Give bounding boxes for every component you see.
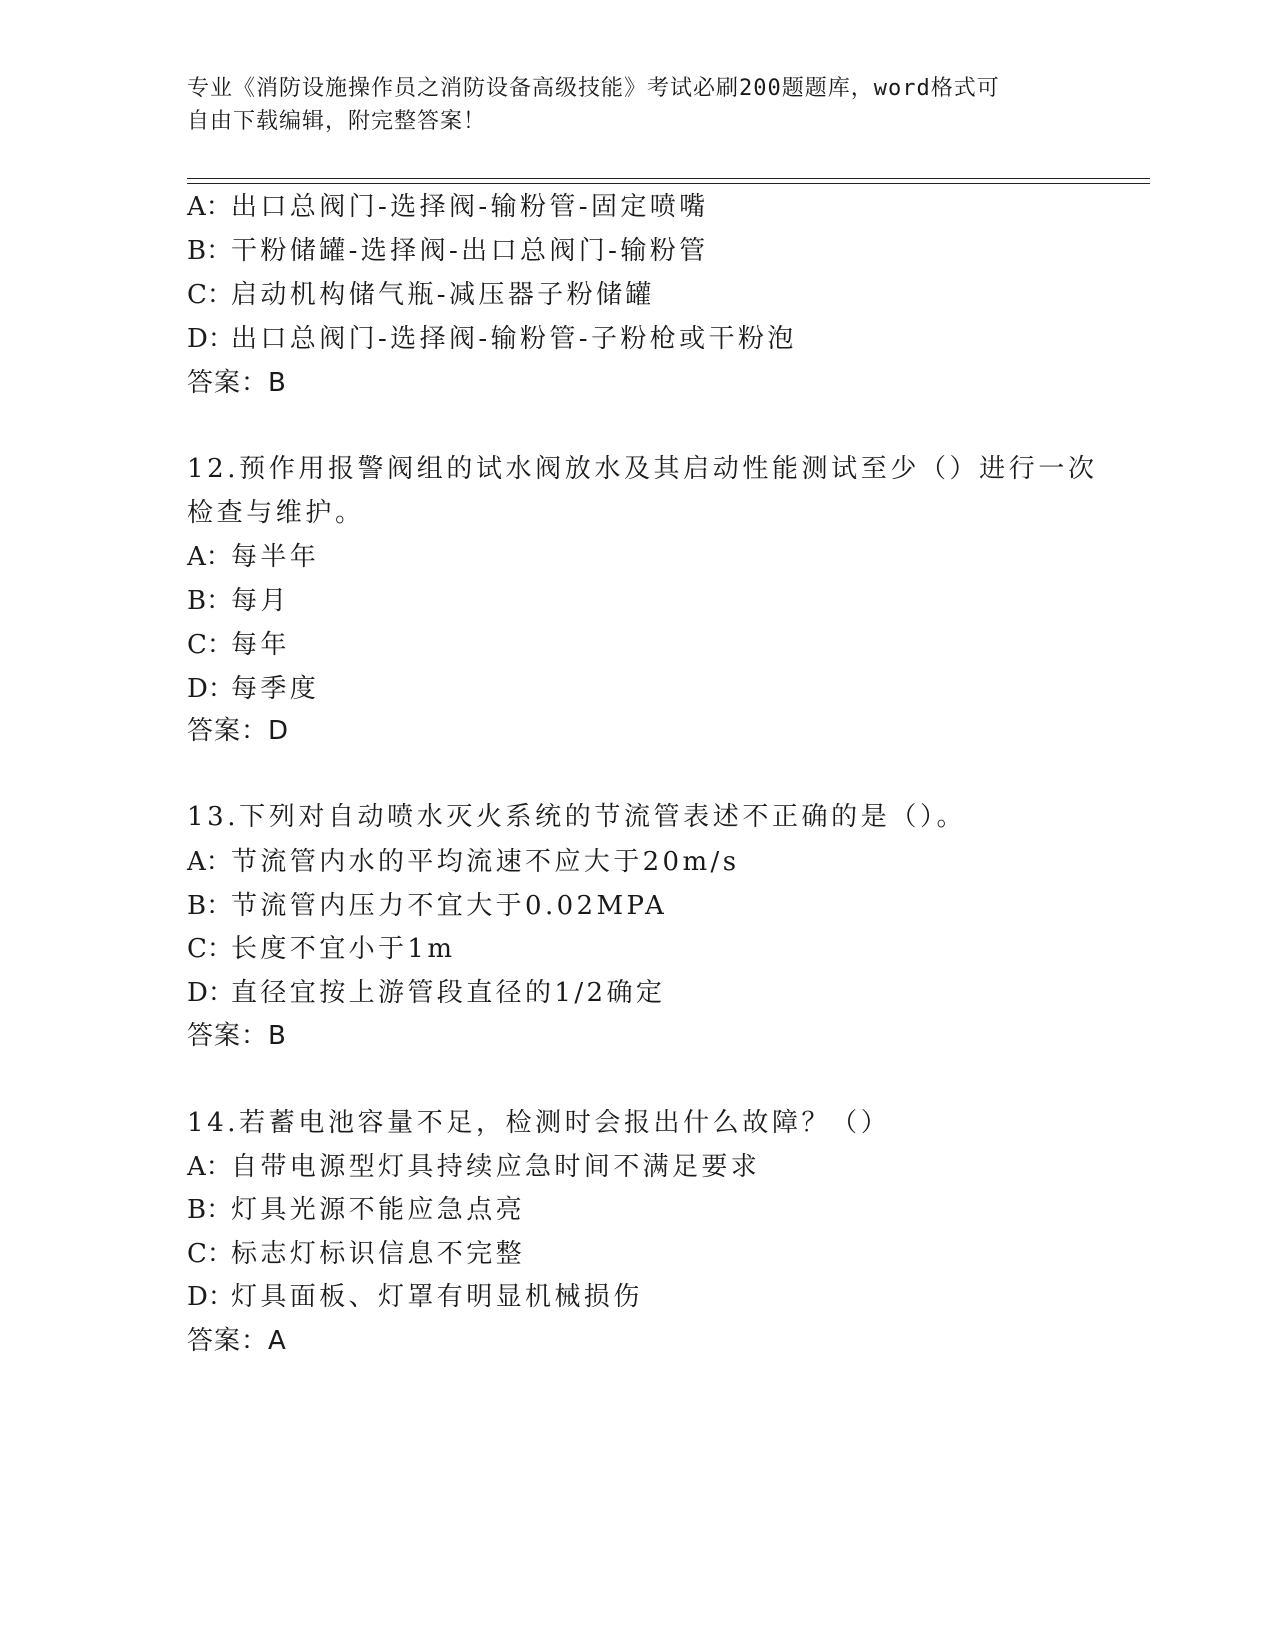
q14-question-line-1: 14.若蓄电池容量不足，检测时会报出什么故障？（） — [187, 1108, 891, 1138]
q11-answer: 答案：B — [187, 368, 287, 398]
document-header — [187, 72, 1067, 138]
q11-option-c: C：启动机构储气瓶-减压器子粉储罐 — [187, 280, 655, 310]
q12-option-d: D：每季度 — [187, 674, 320, 704]
header-divider-top — [187, 178, 1150, 179]
q13-answer: 答案：B — [187, 1021, 287, 1051]
q13-question-line-1: 13.下列对自动喷水灭火系统的节流管表述不正确的是（）。 — [187, 802, 967, 832]
q12-answer: 答案：D — [187, 716, 290, 746]
q14-option-c: C：标志灯标识信息不完整 — [187, 1239, 526, 1269]
q11-option-d: D：出口总阀门-选择阀-输粉管-子粉枪或干粉泡 — [187, 324, 797, 354]
q13-option-b: B：节流管内压力不宜大于0.02MPA — [187, 891, 668, 921]
header-divider-bottom — [187, 183, 1150, 184]
q13-option-c: C：长度不宜小于1m — [187, 934, 456, 964]
q14-answer: 答案：A — [187, 1326, 287, 1356]
header-line-1: 专业《消防设施操作员之消防设备高级技能》考试必刷200题题库，word格式可 — [187, 76, 1000, 101]
q11-option-b: B：干粉储罐-选择阀-出口总阀门-输粉管 — [187, 236, 709, 266]
q14-option-b: B：灯具光源不能应急点亮 — [187, 1195, 526, 1225]
header-line-2: 自由下载编辑，附完整答案！ — [187, 109, 487, 134]
q12-question-line-2: 检查与维护。 — [187, 498, 365, 528]
q13-option-d: D：直径宜按上游管段直径的1/2确定 — [187, 978, 666, 1008]
q14-option-a: A：自带电源型灯具持续应急时间不满足要求 — [187, 1152, 761, 1182]
q12-option-b: B：每月 — [187, 586, 290, 616]
q12-option-a: A：每半年 — [187, 542, 320, 572]
q13-option-a: A：节流管内水的平均流速不应大于20m/s — [187, 847, 740, 877]
q12-option-c: C：每年 — [187, 630, 290, 660]
q12-question-line-1: 12.预作用报警阀组的试水阀放水及其启动性能测试至少（）进行一次 — [187, 454, 1098, 484]
q14-option-d: D：灯具面板、灯罩有明显机械损伤 — [187, 1282, 643, 1312]
q11-option-a: A：出口总阀门-选择阀-输粉管-固定喷嘴 — [187, 192, 709, 222]
